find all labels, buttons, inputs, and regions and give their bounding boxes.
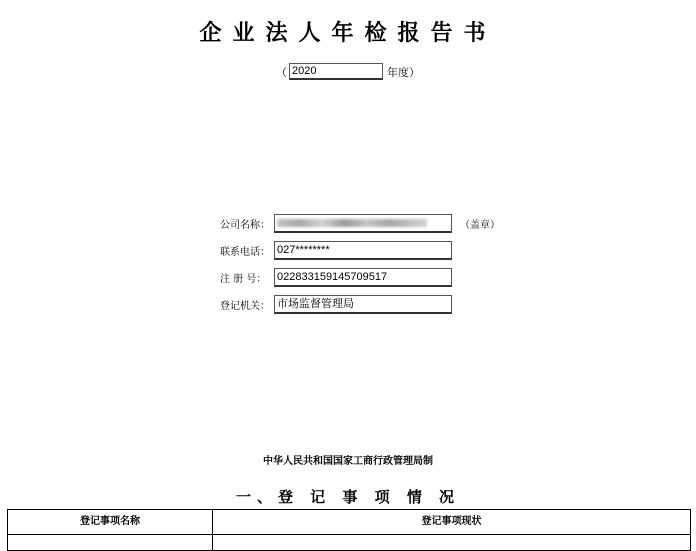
table-col-status	[213, 510, 690, 550]
registration-table	[7, 509, 691, 551]
company-name-field[interactable]	[274, 214, 452, 233]
table-cell	[8, 534, 212, 549]
year-field[interactable]: 2020	[289, 63, 383, 80]
report-title: 企业法人年检报告书	[199, 20, 497, 46]
reg-no-field[interactable]: 022833159145709517	[274, 268, 452, 287]
company-name-label: 公司名称：	[220, 219, 270, 231]
company-name-row	[220, 212, 500, 234]
company-info-form	[220, 212, 500, 320]
authority-label: 登记机关：	[220, 300, 270, 312]
year-suffix: 年度）	[387, 65, 420, 79]
table-col-name	[8, 510, 213, 550]
section-title: 一、登 记 事 项 情 况	[235, 488, 461, 506]
authority-row	[220, 293, 500, 315]
phone-row	[220, 239, 500, 261]
table-cell	[213, 534, 690, 549]
year-line	[0, 63, 696, 80]
redacted-company-name	[277, 219, 427, 227]
phone-label: 联系电话：	[220, 246, 270, 258]
table-header-name: 登记事项名称	[80, 516, 140, 527]
authority-field[interactable]: 市场监督管理局	[274, 295, 452, 314]
seal-note: （盖章）	[460, 219, 500, 231]
phone-field[interactable]: 027********	[274, 241, 452, 260]
year-open-paren: （	[276, 65, 287, 79]
reg-no-row	[220, 266, 500, 288]
issuer-text: 中华人民共和国国家工商行政管理局制	[263, 456, 433, 467]
table-header-status: 登记事项现状	[421, 516, 482, 527]
reg-no-label: 注 册 号：	[220, 273, 267, 285]
